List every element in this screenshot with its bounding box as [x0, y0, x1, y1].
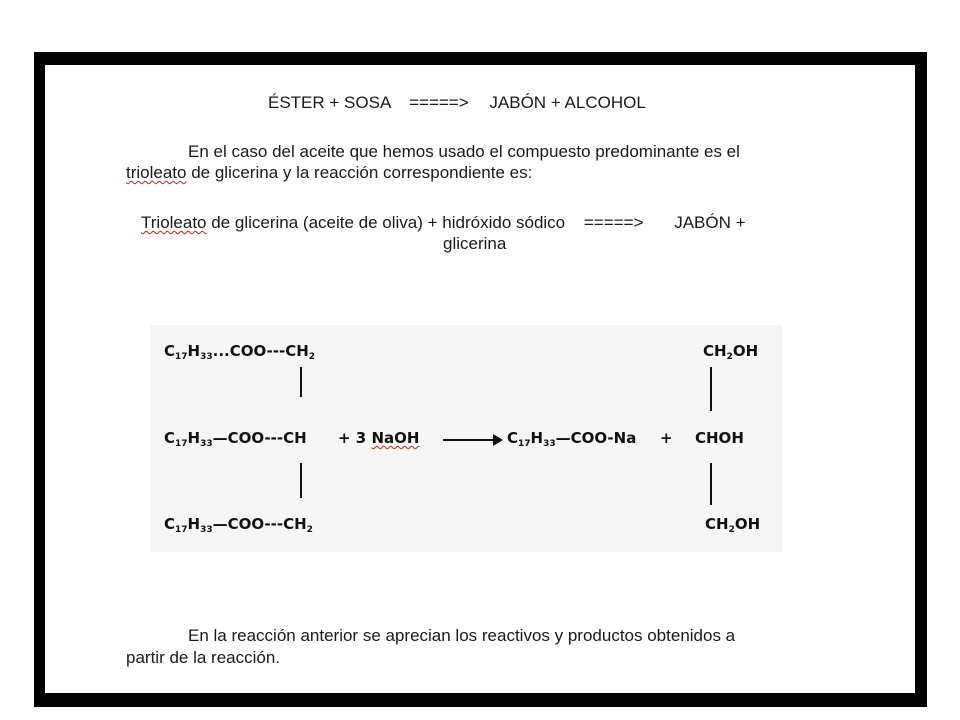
heading-products: JABÓN + ALCOHOL [489, 93, 646, 112]
para1-line2 [126, 162, 532, 183]
trioleato-word-2: Trioleato [141, 213, 207, 232]
reaction-arrow [443, 439, 501, 441]
chemical-reaction-figure [150, 325, 782, 552]
glycerin-bond-2 [710, 463, 712, 505]
document-page [45, 65, 915, 693]
heading-ester: ÉSTER + SOSA [268, 93, 391, 112]
glycerin-row-3: $CH_2OH$ [705, 515, 761, 535]
heading-equation [268, 92, 646, 113]
equation-rest: de glicerina (aceite de oliva) + hidróxido sódico [206, 213, 566, 232]
word-equation-line1 [141, 212, 746, 233]
heading-arrow: =====> [409, 93, 469, 112]
glycerin-bond-1 [710, 367, 712, 411]
plus-sign: + [660, 429, 673, 447]
glycerin-row-1: $CH_2OH$ [703, 342, 759, 362]
bond-line-1 [300, 367, 302, 397]
bond-line-2 [300, 463, 302, 498]
glycerin-row-2: CHOH [695, 429, 744, 447]
reactant-row-3: $C_{17}H_{33}—COO---CH_2$ [164, 515, 313, 535]
reagent-naoh: + 3 NaOH [338, 429, 420, 447]
trioleato-word: trioleato [126, 163, 187, 182]
para2-line1: En la reacción anterior se aprecian los reactivos y productos obtenidos a [188, 626, 736, 645]
reactant-row-1: $C_{17}H_{33}...COO---CH_2$ [164, 342, 316, 362]
para1-line1: En el caso del aceite que hemos usado el compuesto predominante es el [188, 142, 740, 161]
reactant-row-2: $C_{17}H_{33}—COO---CH$ [164, 429, 307, 449]
equation-arrow: =====> [583, 213, 644, 232]
word-equation-line2: glicerina [443, 234, 507, 253]
para1-line2-rest: de glicerina y la reacción correspondiente es: [186, 163, 533, 182]
soap-product: $C_{17}H_{33}—COO-Na$ [507, 429, 637, 449]
para2-line2: partir de la reacción. [126, 648, 281, 667]
equation-product: JABÓN + [674, 213, 746, 232]
